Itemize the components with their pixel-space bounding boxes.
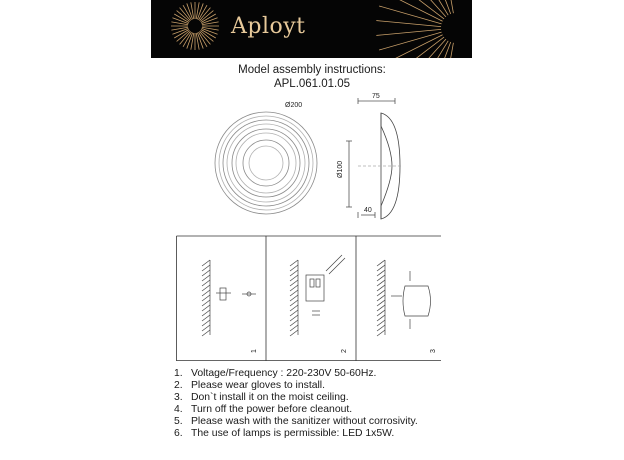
step-1-drawing — [202, 260, 256, 336]
list-item: 5. Please wash with the sanitizer without corrosivity. — [174, 415, 418, 427]
list-item: 1. Voltage/Frequency : 220-230V 50-60Hz. — [174, 368, 377, 379]
installation-steps — [176, 233, 442, 361]
step-2-drawing — [290, 255, 345, 336]
step-2-number: 2 — [341, 349, 348, 353]
list-item: 6. The use of lamps is permissible: LED 1x5W. — [174, 427, 395, 439]
document-title: Model assembly instructions: — [238, 64, 386, 76]
step-3-drawing — [377, 260, 431, 336]
side-diameter-label: Ø100 — [337, 160, 344, 178]
list-item: 3. Don`t install it on the moist ceiling. — [174, 391, 349, 403]
instruction-list — [174, 368, 418, 439]
depth-label: 75 — [372, 93, 380, 100]
model-number: APL.061.01.05 — [273, 78, 351, 90]
side-view — [346, 98, 403, 219]
step-1-number: 1 — [251, 349, 258, 353]
list-item: 4. Turn off the power before cleanout. — [174, 403, 353, 415]
brand-name: Aployt — [231, 14, 306, 39]
front-diameter-label: Ø200 — [285, 102, 303, 109]
step-3-number: 3 — [430, 349, 437, 353]
front-view — [215, 112, 317, 214]
offset-label: 40 — [364, 207, 372, 214]
list-item: 2. Please wear gloves to install. — [174, 379, 325, 391]
